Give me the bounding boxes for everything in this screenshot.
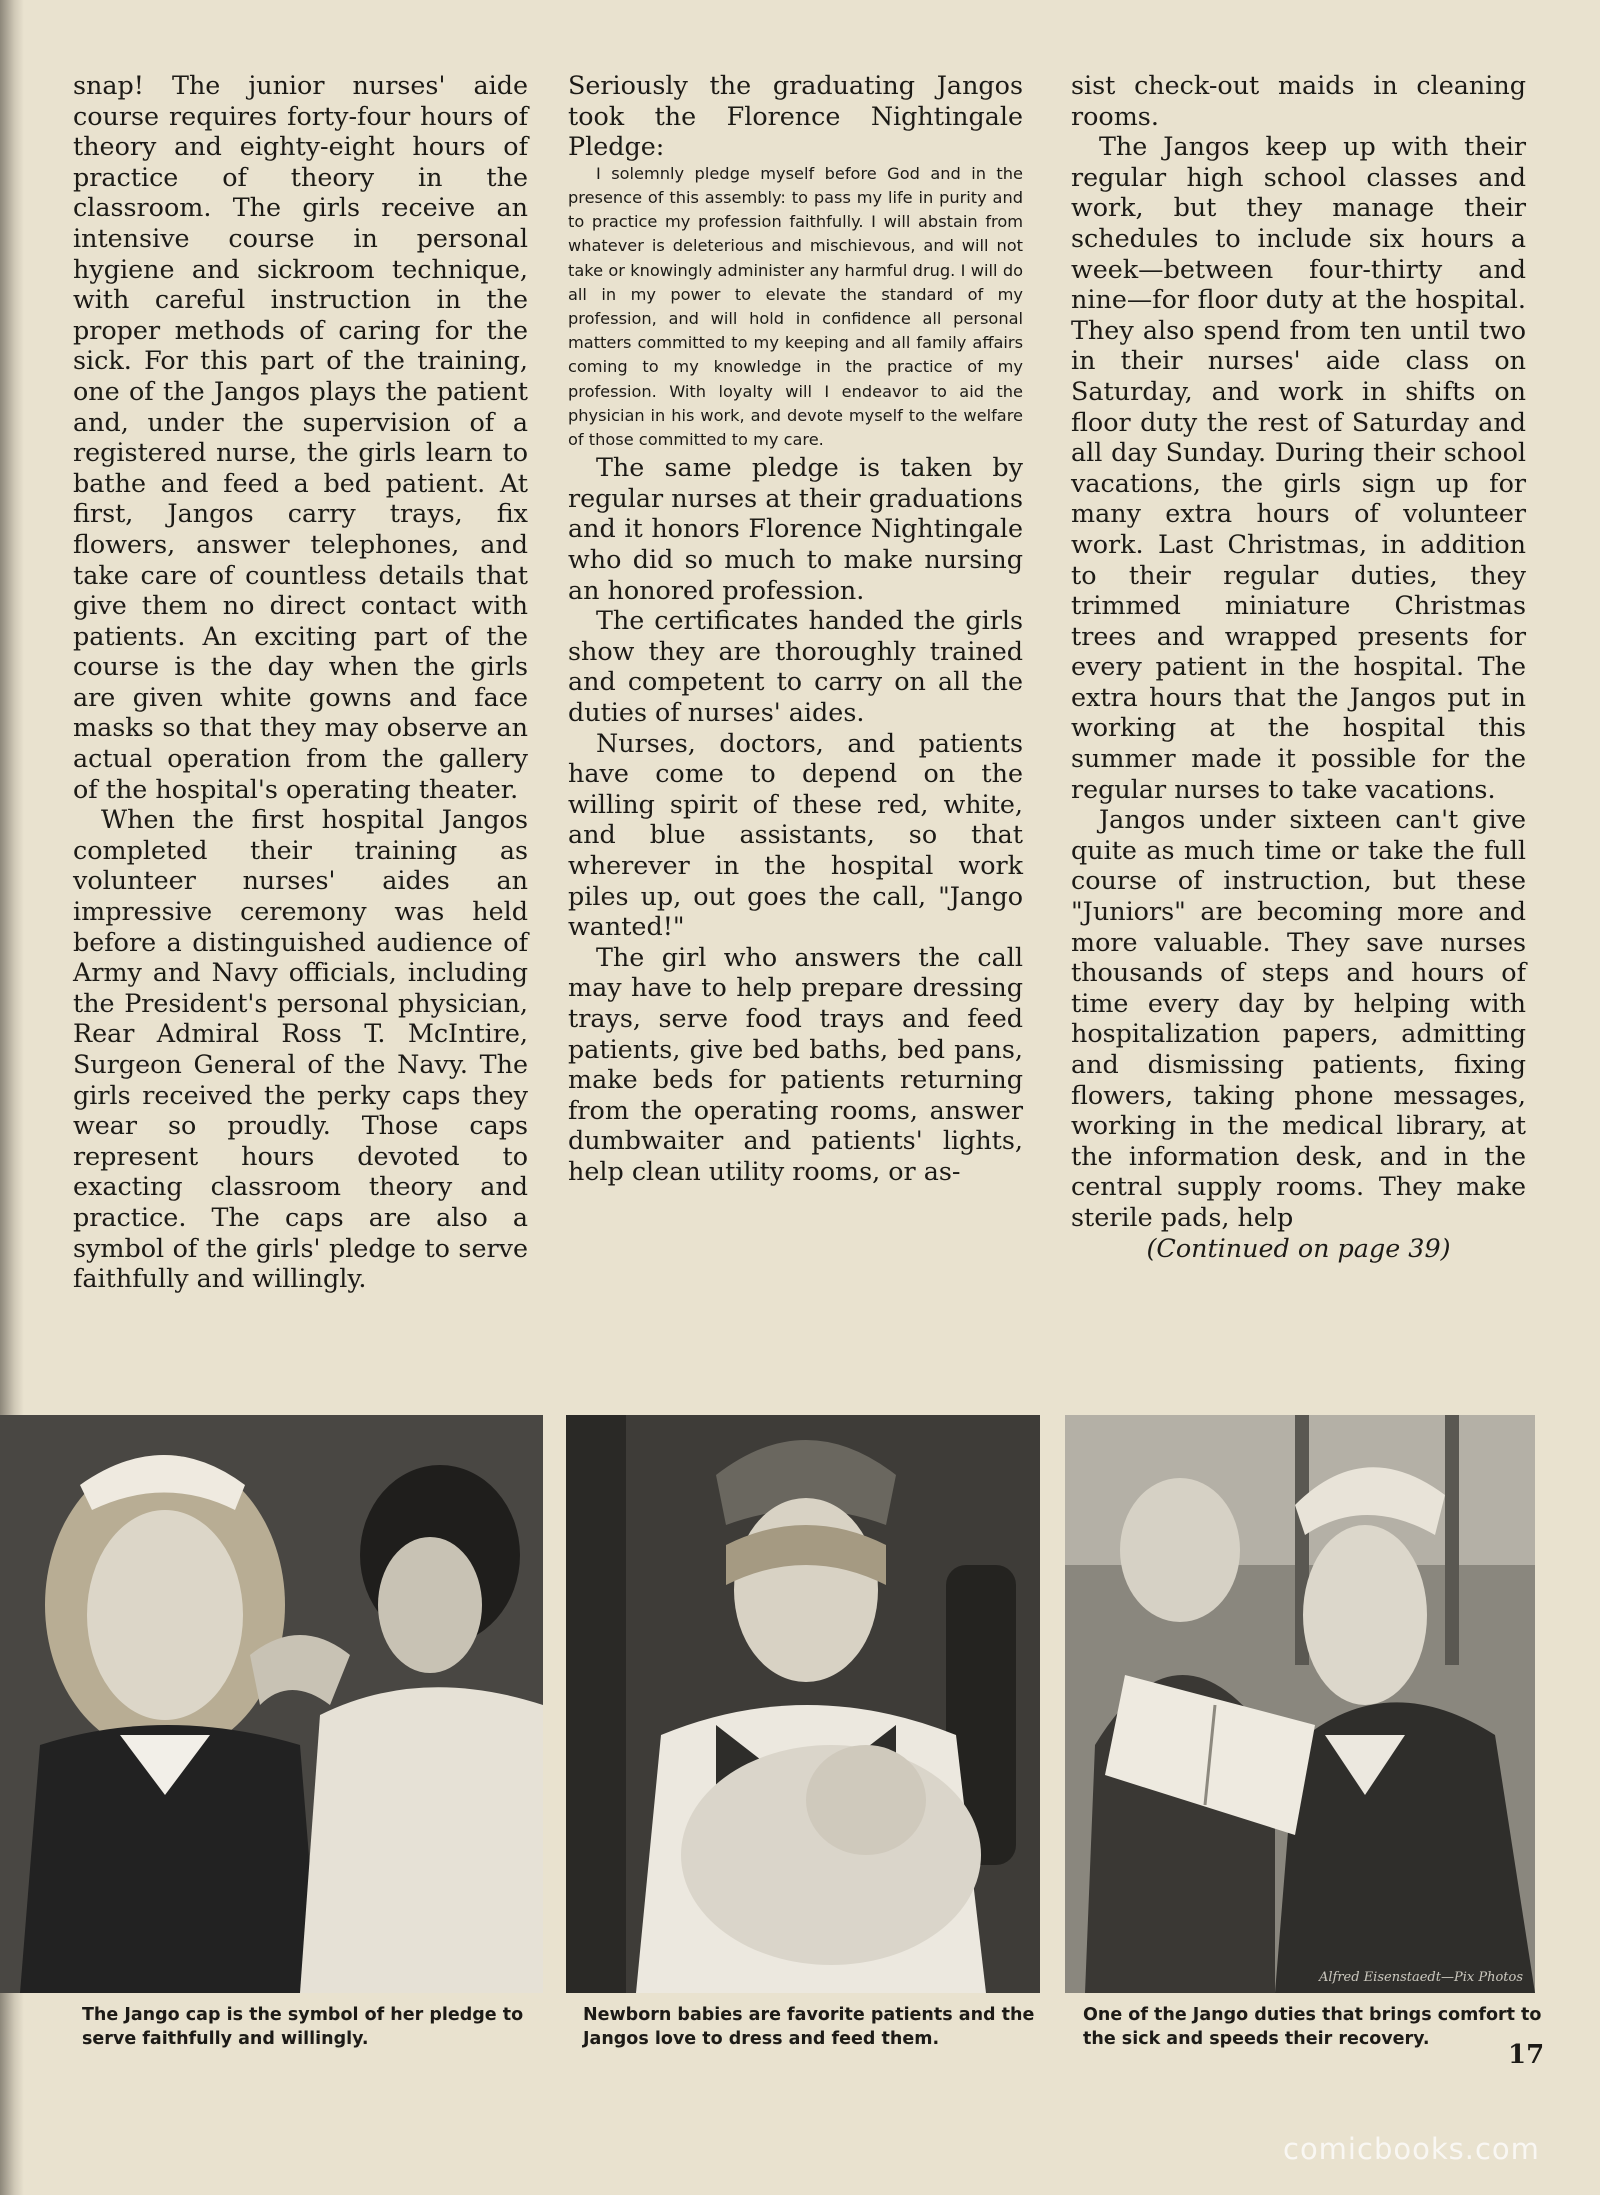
article-column-1 xyxy=(73,70,528,1294)
article-column-3 xyxy=(1071,70,1526,1263)
watermark-text: comicbooks.com xyxy=(1283,2132,1540,2166)
photo-feeding-baby xyxy=(566,1415,1040,1993)
paragraph: The certificates handed the girls show they are thoroughly trained and competent to carry on all the duties of nurses' aides. xyxy=(568,605,1023,727)
article-column-2 xyxy=(568,70,1023,1186)
paragraph: The Jangos keep up with their regular high school classes and work, but they manage their schedules to include six hours a week—between four-thirty and nine—for floor duty at the hospital. They also spend from ten until two in their nurses' aide class on Saturday, and work in shifts on floor duty the rest of Saturday and all day Sunday. During their school vacations, the girls sign up for many extra hours of volunteer work. Last Christmas, in addition to their regular duties, they trimmed miniature Christmas trees and wrapped presents for every patient in the hospital. The extra hours that the Jangos put in working at the hospital this summer made it possible for the regular nurses to take vacations. xyxy=(1071,131,1526,804)
paragraph: Jangos under sixteen can't give quite as much time or take the full course of instruction, but these "Juniors" are becoming more and more valuable. They save nurses thousands of steps and hours of time every day by helping with hospitalization papers, admitting and dismissing patients, fixing flowers, taking phone messages, working in the medical library, at the information desk, and in the central supply rooms. They make sterile pads, help xyxy=(1071,804,1526,1232)
paragraph: sist check-out maids in cleaning rooms. xyxy=(1071,70,1526,131)
photo-caption: Newborn babies are favorite patients and the Jangos love to dress and feed them. xyxy=(583,2005,1035,2049)
photo-reading-to-patient xyxy=(1065,1415,1535,1993)
photo-credit: Alfred Eisenstaedt—Pix Photos xyxy=(1318,1970,1523,1985)
photo-caption: One of the Jango duties that brings comfort to the sick and speeds their recovery. xyxy=(1083,2005,1542,2049)
page-number: 17 xyxy=(1508,2040,1545,2070)
paragraph: When the first hospital Jangos completed their training as volunteer nurses' aides an impressive ceremony was held before a distinguished audience of Army and Navy officials, including the President's personal physician, Rear Admiral Ross T. McIntire, Surgeon General of the Navy. The girls received the perky caps they wear so proudly. Those caps represent hours devoted to exacting classroom theory and practice. The caps are also a symbol of the girls' pledge to serve faithfully and willingly. xyxy=(73,804,528,1294)
photo-caption: The Jango cap is the symbol of her pledge to serve faithfully and willingly. xyxy=(82,2005,524,2049)
paragraph: Nurses, doctors, and patients have come to depend on the willing spirit of these red, white, and blue assistants, so that wherever in the hospital work piles up, out goes the call, "Jango wanted!" xyxy=(568,727,1023,942)
paragraph: The same pledge is taken by regular nurses at their graduations and it honors Florence Nightingale who did so much to make nursing an honored profession. xyxy=(568,452,1023,605)
nightingale-pledge: I solemnly pledge myself before God and in the presence of this assembly: to pass my life in purity and to practice my profession faithfully. I will abstain from whatever is deleterious and mischievous, and will not take or knowingly administer any harmful drug. I will do all in my power to elevate the standard of my profession, and will hold in confidence all personal matters committed to my keeping and all family affairs coming to my knowledge in the practice of my profession. With loyalty will I endeavor to aid the physician in his work, and devote myself to the welfare of those committed to my care. xyxy=(568,163,1023,450)
photo-cap-ceremony xyxy=(0,1415,543,1993)
paragraph: The girl who answers the call may have to help prepare dressing trays, serve food trays and feed patients, give bed baths, bed pans, make beds for patients returning from the operating rooms, answer dumbwaiter and patients' lights, help clean utility rooms, or as- xyxy=(568,941,1023,1186)
paragraph: Seriously the graduating Jangos took the Florence Nightingale Pledge: xyxy=(568,70,1023,162)
paragraph: snap! The junior nurses' aide course requires forty-four hours of theory and eighty-eight hours of practice of theory in the classroom. The girls receive an intensive course in personal hygiene and sickroom technique, with careful instruction in the proper methods of caring for the sick. For this part of the training, one of the Jangos plays the patient and, under the supervision of a registered nurse, the girls learn to bathe and feed a bed patient. At first, Jangos carry trays, fix flowers, answer telephones, and take care of countless details that give them no direct contact with patients. An exciting part of the course is the day when the girls are given white gowns and face masks so that they may observe an actual operation from the gallery of the hospital's operating theater. xyxy=(73,70,528,804)
continued-note: (Continued on page 39) xyxy=(1146,1232,1451,1263)
